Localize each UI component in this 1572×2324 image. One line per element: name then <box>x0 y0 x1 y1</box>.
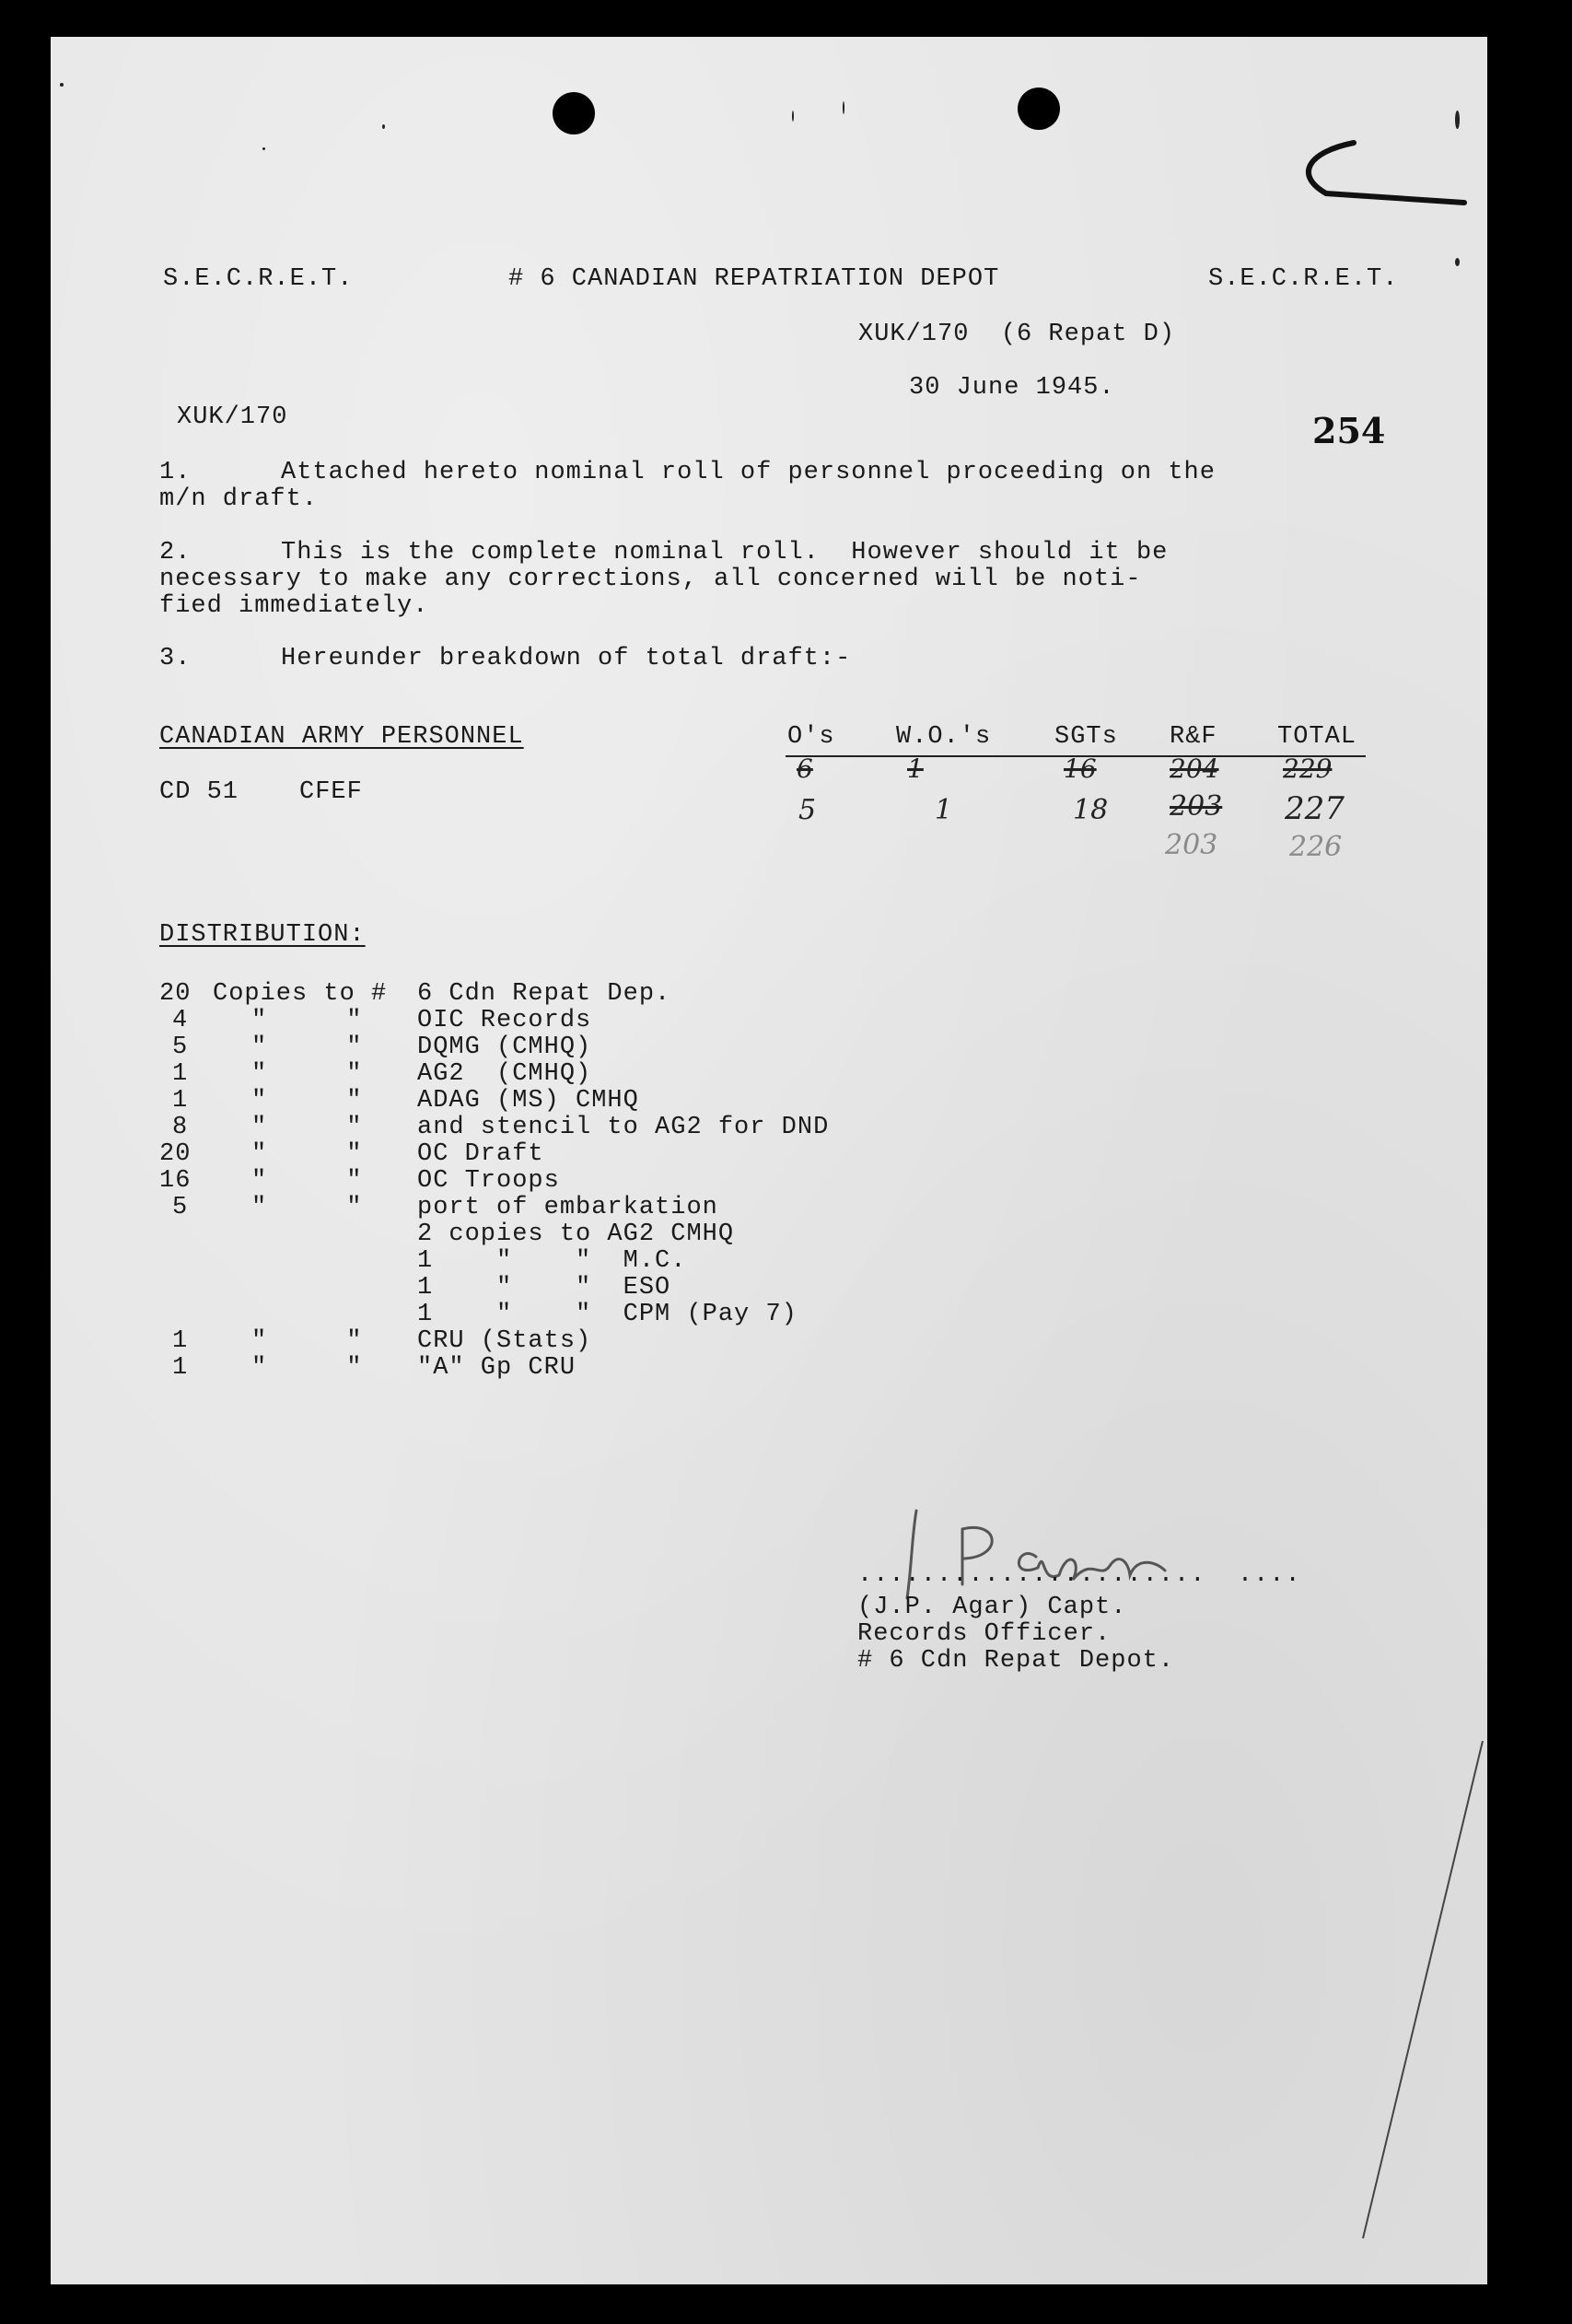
paragraph-number: 1. <box>159 459 192 486</box>
copy-count: 4 <box>172 1007 189 1034</box>
signatory-unit: # 6 Cdn Repat Depot. <box>857 1647 1175 1675</box>
row-label-force: CFEF <box>299 778 363 806</box>
breakdown-heading: CANADIAN ARMY PERSONNEL <box>159 723 524 751</box>
paragraph-number: 3. <box>159 645 192 672</box>
ditto-marks: " " <box>251 1060 363 1088</box>
copy-count: 1 <box>172 1087 189 1115</box>
recipient: AG2 (CMHQ) <box>417 1060 592 1088</box>
recipient: 6 Cdn Repat Dep. <box>417 980 671 1008</box>
paragraph-text: m/n draft. <box>159 485 319 513</box>
speck <box>382 124 385 129</box>
secret-marking-right: S.E.C.R.E.T. <box>1208 265 1399 293</box>
row-label-draft: CD 51 <box>159 778 239 806</box>
recipient: 1 " " CPM (Pay 7) <box>417 1301 798 1328</box>
recipient: OC Draft <box>417 1140 544 1168</box>
recipient: 1 " " M.C. <box>417 1247 687 1275</box>
paragraph-text: fied immediately. <box>159 592 429 620</box>
typed-rf-value: 204 <box>1170 753 1219 784</box>
speck <box>262 147 265 150</box>
copies-to: Copies to # <box>213 980 388 1008</box>
paragraph-text: Attached hereto nominal roll of personnel proceeding on the <box>281 459 1216 486</box>
recipient: port of embarkation <box>417 1194 718 1221</box>
copy-count: 1 <box>172 1354 189 1382</box>
signatory-name: (J.P. Agar) Capt. <box>857 1594 1127 1621</box>
ditto-marks: " " <box>251 1140 363 1168</box>
corner-pen-mark <box>1289 124 1473 216</box>
column-header-sergeants: SGTs <box>1054 723 1118 751</box>
speck <box>792 111 794 122</box>
ditto-marks: " " <box>251 1194 363 1221</box>
column-header-warrant-officers: W.O.'s <box>896 723 992 751</box>
speck <box>1455 258 1460 266</box>
recipient: 2 copies to AG2 CMHQ <box>417 1220 735 1248</box>
signature-line: ...................... .... <box>857 1561 1301 1589</box>
recipient: "A" Gp CRU <box>417 1354 576 1382</box>
document-page <box>51 37 1487 2284</box>
distribution-heading: DISTRIBUTION: <box>159 921 366 949</box>
recipient: OC Troops <box>417 1167 560 1195</box>
paragraph-text: Hereunder breakdown of total draft:- <box>281 645 852 672</box>
copy-count: 20 <box>159 980 192 1008</box>
recipient: DQMG (CMHQ) <box>417 1034 592 1061</box>
recipient: 1 " " ESO <box>417 1274 671 1302</box>
column-header-total: TOTAL <box>1277 723 1357 751</box>
recipient: ADAG (MS) CMHQ <box>417 1087 639 1115</box>
amended-wo-value: 1 <box>935 794 953 826</box>
document-date: 30 June 1945. <box>909 374 1115 402</box>
typed-total-value: 229 <box>1283 753 1333 784</box>
copy-count: 5 <box>172 1034 189 1061</box>
paragraph-number: 2. <box>159 539 192 566</box>
typed-officers-value: 6 <box>797 753 813 784</box>
copy-count: 20 <box>159 1140 192 1168</box>
copy-count: 16 <box>159 1167 192 1195</box>
ditto-marks: " " <box>251 1034 363 1061</box>
ditto-marks: " " <box>251 1114 363 1141</box>
typed-wo-value: 1 <box>907 753 924 784</box>
pencil-total-value: 226 <box>1289 831 1343 863</box>
fold-line <box>1358 1741 1487 2257</box>
ditto-marks: " " <box>251 1354 363 1382</box>
document-title: # 6 CANADIAN REPATRIATION DEPOT <box>508 265 1000 293</box>
ditto-marks: " " <box>251 1087 363 1115</box>
recipient: CRU (Stats) <box>417 1327 592 1355</box>
amended-rf-value: 203 <box>1170 790 1223 823</box>
amended-sgts-value: 18 <box>1073 794 1109 826</box>
punch-hole-left <box>553 92 595 134</box>
amended-officers-value: 5 <box>798 794 817 826</box>
recipient: OIC Records <box>417 1007 592 1034</box>
file-reference: XUK/170 <box>177 403 288 431</box>
distribution-list <box>159 980 1080 1413</box>
amended-total-value: 227 <box>1285 790 1345 827</box>
copy-count: 5 <box>172 1194 189 1221</box>
punch-hole-right <box>1018 88 1060 130</box>
reference-number: XUK/170 (6 Repat D) <box>858 321 1176 348</box>
column-header-rank-and-file: R&F <box>1170 723 1217 751</box>
recipient: and stencil to AG2 for DND <box>417 1114 830 1141</box>
paragraph-text: This is the complete nominal roll. However should it be <box>281 539 1169 566</box>
ditto-marks: " " <box>251 1007 363 1034</box>
secret-marking-left: S.E.C.R.E.T. <box>163 265 354 293</box>
speck <box>60 83 64 87</box>
copy-count: 8 <box>172 1114 189 1141</box>
typed-sgts-value: 16 <box>1064 753 1097 784</box>
speck <box>843 101 844 114</box>
page-number-stamp: 254 <box>1312 410 1386 451</box>
column-header-officers: O's <box>787 723 835 751</box>
signatory-title: Records Officer. <box>857 1620 1112 1648</box>
paragraph-text: necessary to make any corrections, all concerned will be noti- <box>159 566 1142 593</box>
pencil-rf-value: 203 <box>1165 829 1218 861</box>
copy-count: 1 <box>172 1327 189 1355</box>
ditto-marks: " " <box>251 1167 363 1195</box>
ditto-marks: " " <box>251 1327 363 1355</box>
copy-count: 1 <box>172 1060 189 1088</box>
